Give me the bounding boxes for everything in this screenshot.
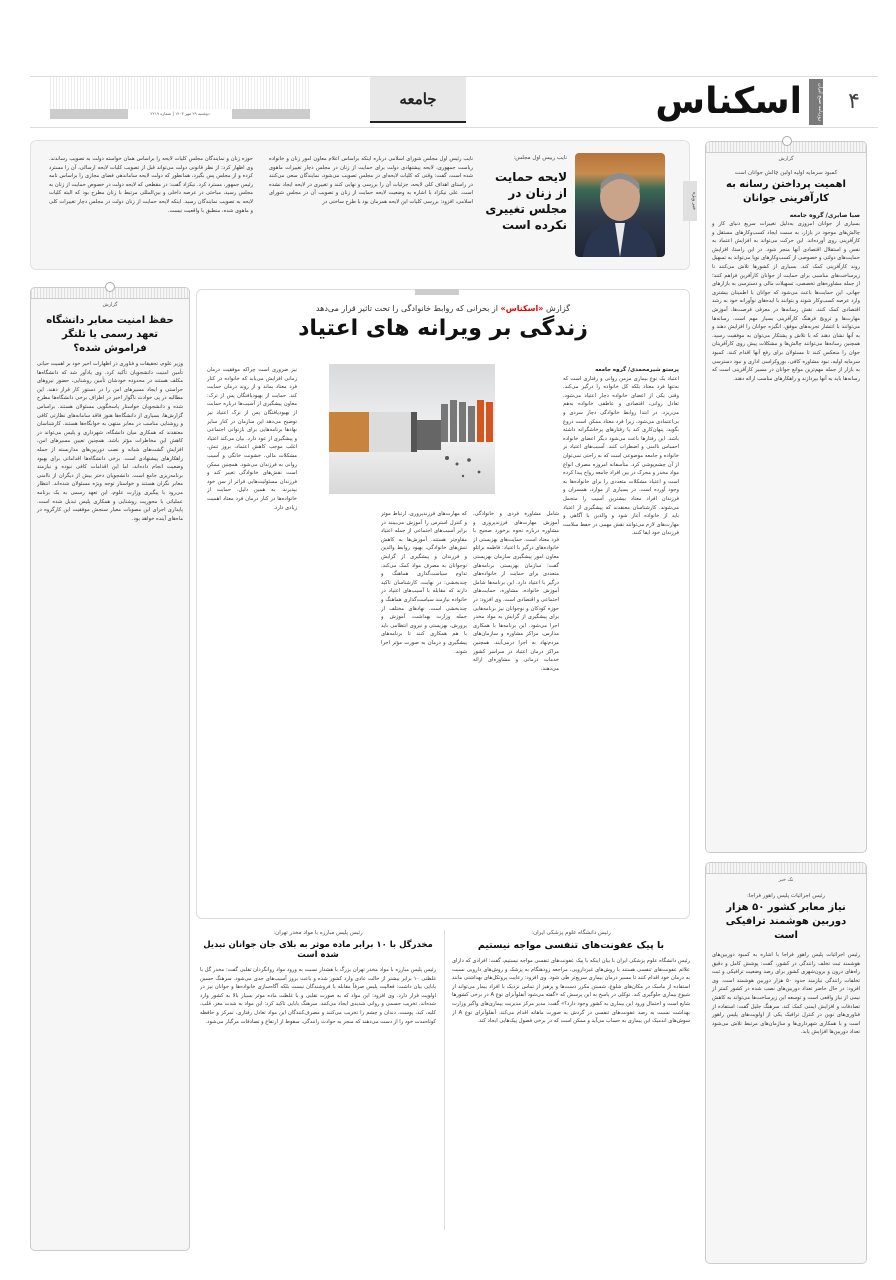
feature-byline: پرستو شیرمحمدی/ گروه جامعه — [595, 367, 679, 373]
bottom-right-story — [452, 930, 690, 1180]
date-line: دوشنبه ۲۹ مهر ۱۴۰۳ | شماره ۲۲۱۹ — [128, 109, 232, 119]
feature-col-left: نیز ضروری است چراکه موفقیت درمان زمانی افزایش می‌یابد که خانواده در کنار فرد معتاد بماند و از روند درمان حمایت کند. حمایت از بهبودیافتگان پس از ترک: معاون پیشگیری از آسیب‌ها درباره حمایت از بهبودیافتگان پس از ترک اعتیاد نیز توضیح می‌دهد این سازمان در کنار سایر نهادها برنامه‌هایی برای بازتوانی اجتماعی و پیشگیری از عود دارد. بیان می‌کند اعتیاد اغلب موجب کاهش اعتماد، بروز تنش، مشکلات مالی، خشونت خانگی و آسیب روانی به فرزندان می‌شود. همچنین ممکن است نقش‌های خانوادگی تغییر کند و فرزندان مسئولیت‌هایی فراتر از سن خود بپذیرند. به همین دلیل، حمایت از خانواده‌ها در کنار درمان فرد معتاد اهمیت زیادی دارد. — [207, 367, 297, 511]
feature-tab — [415, 289, 459, 295]
section-tab[interactable]: جامعه — [370, 77, 466, 123]
pin-icon — [782, 136, 792, 146]
feature-kicker — [197, 304, 689, 313]
sidebar2-kicker: رئیس اجرائیات پلیس راهور فراجا: — [746, 893, 826, 899]
feature-col-mid-left: که مهارت‌های فرزندپروری، ارتباط موثر و کنترل استرس را آموزش می‌بینند در برابر آسیب‌های اجتماعی از جمله اعتیاد مقاوم‌تر هستند. آموزش‌ها به کاهش تنش‌های خانوادگی، بهبود روابط والدین و فرزندان و پیشگیری از گرایش نوجوانان به مصرف مواد کمک می‌کند. تداوم سیاست‌گذاری هماهنگ و چندبخشی: در نهایت، کارشناسان تاکید دارند که مقابله با آسیب‌های اعتیاد در خانواده نیازمند سیاست‌گذاری هماهنگ و چندبخشی است. نهادهای مختلف از جمله وزارت بهداشت، آموزش و پرورش، بهزیستی و نیروی انتظامی باید با هم همکاری کنند تا برنامه‌های پیشگیری و درمان به صورت مؤثر اجرا شوند. — [381, 511, 467, 655]
kicker-suffix: از بحرانی که روابط خانوادگی را تحت تاثیر قرار می‌دهد — [315, 304, 498, 313]
sidebar-byline: صبا صابری/ گروه جامعه — [789, 212, 860, 219]
feature-col-right — [563, 366, 679, 912]
feature-col-mid-right: شامل مشاوره فردی و خانوادگی، آموزش مهارت‌های فرزندپروری و مشاوره درباره نحوه برخورد صحیح با فرد معتاد است. حمایت‌های بهزیستی از خانواده‌های درگیر با اعتیاد: فاطمه براتلو معاون امور پیشگیری سازمان بهزیستی گفت: سازمان بهزیستی برنامه‌های متعددی برای حمایت از خانواده‌های درگیر با اعتیاد دارد. این برنامه‌ها شامل آموزش خانواده، مشاوره، حمایت‌های اجتماعی و اقتصادی است. وی افزود: در حوزه کودکان و نوجوانان نیز برنامه‌هایی برای پیشگیری از گرایش به مواد مخدر اجرا می‌شود. این برنامه‌ها با همکاری مدارس، مراکز مشاوره و سازمان‌های مردم‌نهاد به اجرا درمی‌آیند. همچنین مراکز درمان اعتیاد در سراسر کشور خدمات درمانی و مشاوره‌ای ارائه می‌دهند. — [473, 511, 559, 672]
box-label: گزارش — [778, 156, 794, 162]
sidebar-kicker: کمبود سرمایه اولیه اولین چالش جوانان است — [734, 170, 838, 176]
bottom-left-story — [200, 930, 436, 1180]
side-tag: خبر ویژه — [683, 181, 697, 221]
left-sidebar-body: وزیر علوم، تحقیقات و فناوری در اظهارات اخیر خود بر اهمیت حیاتی تأمین امنیت دانشجویان تأکید کرد. وی یادآور شد که دانشگاه‌ها مکلف هستند در محدوده خودشان تأمین روشنایی، حضور نیروهای حراستی و ایجاد مسیرهای امن را در دستور کار قرار دهند. این مطالبه در پی حوادث ناگوار اخیر در اطراف برخی دانشگاه‌ها مطرح شده و دانشجویان خواستار پاسخگویی مسئولان هستند. براساس گزارش‌ها، بسیاری از دانشگاه‌ها هنوز فاقد سامانه‌های نظارتی کافی و روشنایی مناسب در معابر منتهی به خوابگاه‌ها هستند. کارشناسان معتقدند که همکاری میان دانشگاه، شهرداری و پلیس می‌تواند در کاهش این مخاطرات مؤثر باشد. همچنین تعیین مسیرهای امن، افزایش گشت‌های شبانه و نصب دوربین‌های مداربسته از جمله راهکارهای پیشنهادی است. برخی دانشگاه‌ها اقداماتی برای بهبود وضعیت انجام داده‌اند، اما این اقدامات کافی نبوده و نیازمند برنامه‌ریزی جامع است. دانشجویان دختر بیش از دیگران از ناامنی معابر نگران هستند و خواستار توجه ویژه مسئولان شده‌اند. انتظار می‌رود با پیگیری وزارت علوم، این تعهد رسمی به یک برنامه عملیاتی با محوریت روشنایی و همکاری پلیس تبدیل شده است. پایداری اجرای این مصوبات معیار سنجش موفقیت این کارگروه در ماه‌های آینده خواهد بود. — [37, 361, 183, 522]
portrait-photo — [575, 153, 665, 257]
feature-image — [329, 364, 495, 494]
box-label: تک خبر — [778, 877, 794, 883]
left-sidebar-headline: حفظ امنیت معابر دانشگاه تعهد رسمی یا تلنگر فراموش شده؟ — [46, 315, 174, 354]
date-bar — [50, 77, 310, 119]
feature-col-right-text: اعتیاد یک نوع بیماری مزمن روانی و رفتاری است که نه‌تنها فرد معتاد بلکه کل خانواده را درگیر می‌کند. وقتی یکی از اعضای خانواده دچار اعتیاد می‌شود، تعادل روانی، اقتصادی و عاطفی خانواده به‌هم می‌ریزد. در ابتدا روابط خانوادگی دچار سردی و بی‌اعتمادی می‌شود، زیرا فرد معتاد ممکن است دروغ بگوید، پنهان‌کاری کند یا رفتارهای پرخاشگرانه داشته باشد. این رفتارها باعث می‌شود دیگر اعضای خانواده احساس ناامنی و اضطراب کنند. آسیب‌های اعتیاد بر خانواده و جامعه موضوعی است که به راحتی نمی‌توان از آن چشم‌پوشی کرد. متأسفانه امروزه مصرف انواع مواد مخدر و محرک در بین افراد جامعه رواج پیدا کرده است و اعتیاد مشکلات متعددی را برای خانواده‌ها به وجود آورده است. در بسیاری از موارد، همسران و فرزندان افراد معتاد بیشترین آسیب را متحمل می‌شوند. کارشناسان معتقدند که پیشگیری از اعتیاد باید از خانواده آغاز شود و والدین با آگاهی و مهارت‌های لازم می‌توانند نقش مهمی در حفظ سلامت فرزندان خود ایفا کنند. — [563, 375, 679, 537]
left-sidebar-report — [30, 287, 190, 1251]
logo: اسکناس — [655, 81, 802, 122]
right-sidebar-report — [705, 141, 867, 853]
right-sidebar-news — [705, 862, 867, 1264]
top-story-col1: نایب رئیس اول مجلس شورای اسلامی درباره اینکه براساس اعلام معاون امور زنان و خانواده ریاست جمهوری، لایحه پیشنهادی دولت برای حمایت از زنان در مجلس دچار تغییرات ماهوی شده است، گفت: وقتی که کلیات لایحه‌ای در مجلس تصویب می‌شود، نمایندگان سعی می‌کنند در راستای اهداف کلی لایحه، جزئیات آن را بررسی و نهایی کنند و تغییری در لایحه ایجاد نشده است. علی نیکزاد با اشاره به وضعیت لایحه حمایت از زنان و تصویب آن در مجلس شورای اسلامی، افزود: بررسی کلیات این لایحه همزمان بود با طرح ساختی در — [269, 156, 473, 205]
sidebar-headline: اهمیت پرداختن رسانه به کارآفرینی جوانان — [726, 179, 846, 204]
feature-article — [196, 289, 690, 919]
vertical-tag: روزنامه صبح ایران — [809, 79, 823, 125]
bottom-left-body: رئیس پلیس مبارزه با مواد مخدر تهران بزرگ با هشدار نسبت به ورود مواد روانگردان تقلبی گفت: مخدر گل با غلظتی ۱۰ برابر بیشتر از حالت عادی وارد کشور شده و باعث بروز آسیب‌های جدی می‌شود. سرهنگ حسین بابایی بیان داشت: فعالیت پلیس صرفاً مقابله با فروشندگان نیست بلکه آگاه‌سازی خانواده‌ها و جوانان نیز در اولویت قرار دارد. وی افزود: این مواد که به صورت تقلبی و با غلظت ماده موثر بسیار بالا به کشور وارد شده‌اند، تخریب جسمی و روانی شدیدی ایجاد می‌کنند. سرهنگ بابایی تاکید کرد: این مواد به شدت مغز، قلب، کلیه، کبد، پوست، دندان و چشم را تخریب می‌کنند و مصرف‌کنندگان این مواد تعادل رفتاری، تمرکز و حافظه کوتاه‌مدت خود را از دست می‌دهند که منجر به حوادث رانندگی، سقوط از ارتفاع و تصادفات مرگبار می‌شود. — [200, 967, 436, 1025]
top-story-kicker: نایب رییس اول مجلس: — [513, 155, 567, 161]
page-number: ۴ — [848, 89, 860, 114]
masthead — [30, 76, 878, 128]
top-story-col2: حوزه زنان و نمایندگان مجلس کلیات لایحه را براساس همان خواسته دولت به تصویب رساندند. وی اظهار کرد: از نظر قانونی دولت می‌تواند قبل از تصویب کلیات لایحه ارسالی، آن را مسترد کرده و از مجلس پس بگیرد، همانطور که دولت لایحه ساماندهی فضای مجازی را براساس نامه رئیس جمهور، مسترد کرد. نیکزاد گفت: در مقطعی که لایحه دولت در خصوص حمایت از زنان به مجلس رسید، مباحثی در عرصه داخلی و بین‌المللی مرتبط با زنان مطرح بود که البته کلیات لایحه به تصویب نمایندگان رسید. اینکه لایحه حمایت از زنان دولت در مجلس دچار تغییرات کلی و ماهوی شده، منطبق با واقعیت نیست. — [49, 156, 253, 214]
bottom-right-headline: با پیک عفونت‌های تنفسی مواجه نیستیم — [477, 940, 665, 951]
bottom-right-kicker: رئیس دانشگاه علوم پزشکی ایران: — [531, 930, 611, 936]
top-story-headline: لایحه حمایت از زنان در مجلس تغییری نکرده است — [485, 170, 567, 232]
top-story — [30, 140, 697, 270]
sidebar2-headline: نیاز معابر کشور ۵۰ هزار دوربین هوشمند ترافیکی است — [725, 902, 847, 941]
feature-title: زندگی بر ویرانه های اعتیاد — [298, 316, 588, 341]
bottom-right-body: رئیس دانشگاه علوم پزشکی ایران با بیان اینکه با پیک عفونت‌های تنفسی مواجه نیستیم، گفت: افرادی که دارای علائم عفونت‌های تنفسی هستند با روش‌های غیردارویی، مراجعه زودهنگام به پزشک و روش‌های دارویی نسبت به درمان خود اقدام کنند تا مسیر درمان بیماری سریع‌تر طی شود. وی افزود: رعایت پروتکل‌های بهداشتی مانند استفاده از ماسک در مکان‌های شلوغ، شستن مکرر دست‌ها و پرهیز از تماس نزدیک با افراد بیمار می‌تواند از شیوع بیماری جلوگیری کند. توکلی در پاسخ به این پرسش که «گفته می‌شود آنفلوآنزای نوع A در برخی کشورها شایع است و احتمال ورود این بیماری به کشور وجود دارد؟» گفت: مدیر مرکز مدیریت بیماری‌های واگیر وزارت بهداشت نسبت به رصد عفونت‌های تنفسی در گردش به صورت ماهانه اقدام می‌کند. آنفلوآنزای نوع A از سوش‌های اندمیک این بیماری به حساب می‌آید و ممکن است که در برخی فصول پیک‌هایی ایجاد کند. — [452, 958, 690, 1025]
kicker-brand: «اسکناس» — [500, 304, 544, 313]
column-divider — [444, 930, 445, 1230]
sidebar2-body: رئیس اجرائیات پلیس راهور فراجا با اشاره به کمبود دوربین‌های هوشمند ثبت تخلف رانندگی در کشور، گفت: پوشش کامل و دقیق راه‌های درون و برون‌شهری کشور برای رصد وضعیت ترافیکی و ثبت تخلفات رانندگی نیازمند حدود ۵۰ هزار دوربین هوشمند است. وی افزود: در حال حاضر تعداد دوربین‌های نصب شده در کشور کمتر از نیمی از نیاز واقعی است و توسعه این زیرساخت‌ها می‌تواند به کاهش تصادفات و افزایش ایمنی کمک کند. سرهنگ جلیل گفت: استفاده از فناوری‌های نوین در کنترل ترافیک یکی از اولویت‌های پلیس راهور است و با همکاری شهرداری‌ها و سازمان‌های مرتبط تلاش می‌شود تعداد دوربین‌ها افزایش یابد. — [712, 952, 860, 1036]
pin-icon — [105, 282, 115, 292]
sidebar-body: بسیاری از جوانان امروزی به‌دلیل تغییرات سریع دنیای کار و چالش‌های موجود در بازار، به سمت ایجاد کسب‌وکارهای مستقل و کارآفرینی روی آورده‌اند. این حرکت می‌تواند به افزایش اعتماد به نفس و استقلال اقتصادی آنها منجر شود. در این راستا، افزایش حمایت‌های دولتی و خصوصی از کسب‌وکارهای نوپا می‌تواند به تسهیل روند کارآفرینی کمک کند. بسیاری از کشورها تلاش می‌کنند تا زیرساخت‌های مناسبی برای حمایت از جوانان کارآفرین فراهم کنند؛ از جمله مشاوره‌های تخصصی، تسهیلات مالی و دسترسی به بازارهای جهانی. این حمایت‌ها باعث می‌شود که جوانان با اطمینان بیشتری وارد عرصه کسب‌وکار شوند و بتوانند با ایده‌های نوآورانه خود به رشد اقتصادی کمک کنند. نقش رسانه‌ها در معرفی فرصت‌ها، آموزش مهارت‌ها و ترویج فرهنگ کارآفرینی بسیار مهم است. رسانه‌ها می‌توانند با انتشار تجربه‌های موفق، انگیزه جوانان را افزایش دهند و به آنها نشان دهند که با تلاش و پشتکار می‌توان به موفقیت رسید. همچنین رسانه‌ها می‌توانند چالش‌ها و مشکلات پیش روی کارآفرینان جوان را منعکس کنند تا مسئولان برای رفع آنها اقدام کنند. کمبود سرمایه اولیه، نبود مشاوره کافی، بوروکراسی اداری و نبود دسترسی به بازار از جمله مهم‌ترین موانع جوانان در مسیر کارآفرینی است که رسانه‌ها باید به آنها بپردازند و راهکارهای مناسب ارائه دهند. — [712, 221, 860, 382]
kicker-prefix: گزارش — [546, 304, 571, 313]
bottom-left-kicker: رئیس پلیس مبارزه با مواد مخدر تهران: — [273, 930, 363, 936]
bottom-left-headline: مخدرگل با ۱۰ برابر ماده موثر به بلای جان جوانان تبدیل شده است — [203, 940, 433, 960]
cigarette-illustration-icon — [329, 364, 495, 494]
box-label: گزارش — [102, 302, 118, 308]
hatch-strip — [706, 863, 866, 874]
portrait-figure-icon — [575, 153, 665, 257]
